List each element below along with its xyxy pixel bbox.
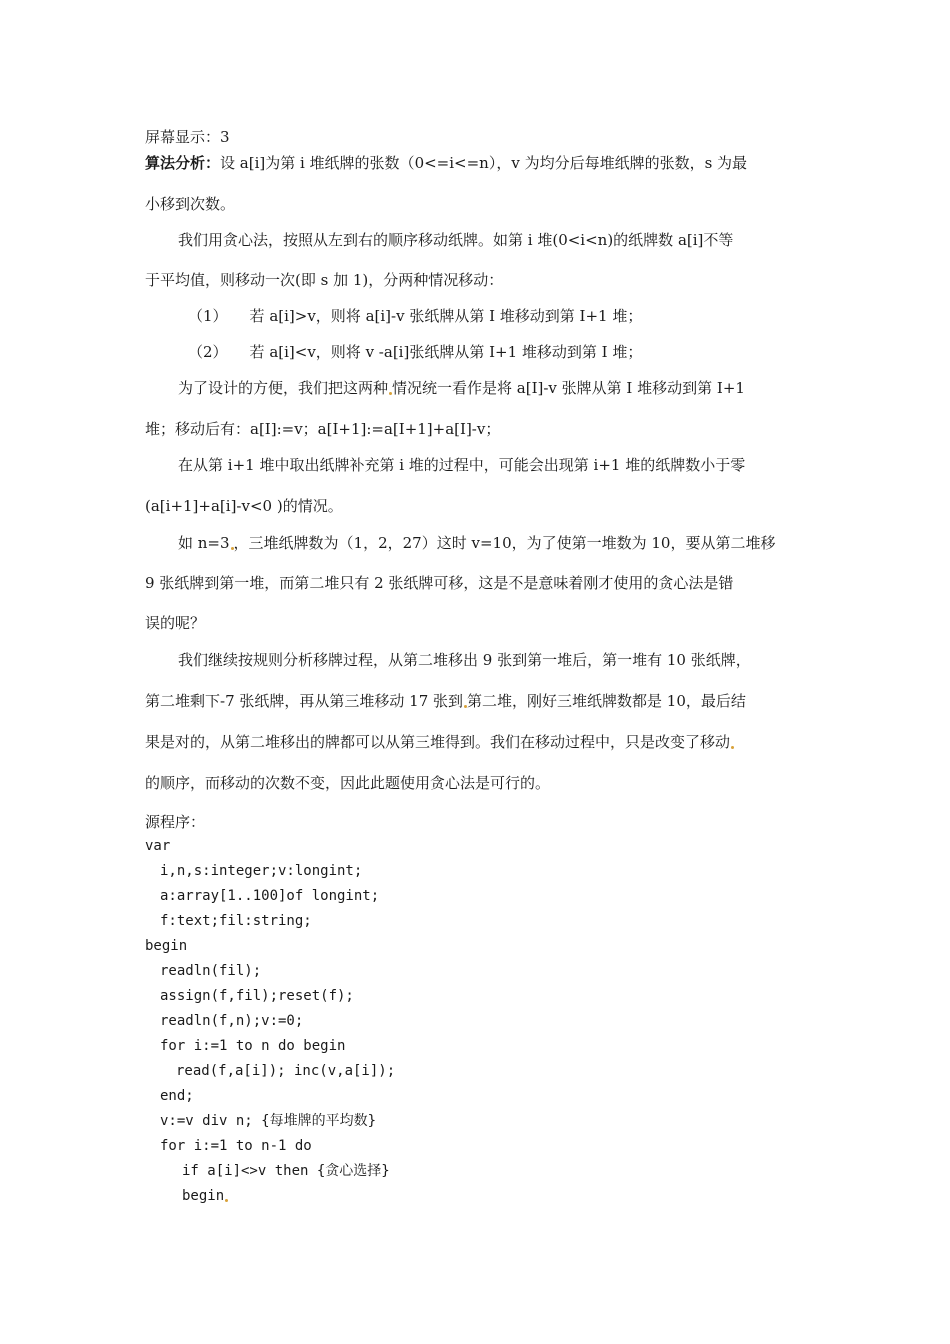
code-line: end; [160,1088,194,1104]
para4-line-1 [178,533,775,553]
code-line: assign(f,fil);reset(f); [160,988,354,1004]
para3-line-2: (a[i+1]+a[i]-v<0 )的情况。 [145,497,343,515]
analysis-text: 设 a[i]为第 i 堆纸牌的张数（0<=i<=n），v 为均分后每堆纸牌的张数，s 为最 [220,154,748,172]
case-item-2 [188,342,642,362]
para1-line-2: 于平均值，则移动一次(即 s 加 1)，分两种情况移动： [145,271,504,289]
para2-line-2: 堆；移动后有：a[I]:=v；a[I+1]:=a[I+1]+a[I]-v； [145,420,501,438]
code-line: v:=v div n; {每堆牌的平均数} [160,1113,377,1129]
para2-text-a: 为了设计的方便，我们把这两种 [178,379,389,397]
analysis-line-2: 小移到次数。 [145,195,236,213]
analysis-line-1 [145,153,747,173]
para5-line-4: 的顺序，而移动的次数不变，因此此题使用贪心法是可行的。 [145,774,551,792]
para4-text-b: ，三堆纸牌数为（1，2，27）这时 v=10，为了使第一堆数为 10，要从第二堆移 [233,534,776,552]
para1-line-1: 我们用贪心法，按照从左到右的顺序移动纸牌。如第 i 堆(0<i<n)的纸牌数 a[i]不等 [178,231,734,249]
annotation-mark [225,1199,228,1202]
code-line: readln(fil); [160,963,262,979]
code-line: if a[i]<>v then {贪心选择} [182,1163,390,1179]
code-line: for i:=1 to n-1 do [160,1138,312,1154]
para4-text-a: 如 n=3 [178,534,230,552]
code-line: readln(f,n);v:=0; [160,1013,304,1029]
code-line: for i:=1 to n do begin [160,1038,346,1054]
case-number: （2） [188,343,228,361]
para5-line-1: 我们继续按规则分析移牌过程，从第二堆移出 9 张到第一堆后，第一堆有 10 张纸牌， [178,651,751,669]
para5-text-b: 第二堆，刚好三堆纸牌数都是 10，最后结 [467,692,746,710]
code-line: f:text;fil:string; [160,913,312,929]
para2-line-1 [178,378,745,398]
case-item-1 [188,306,642,326]
code-line: i,n,s:integer;v:longint; [160,863,363,879]
code-text: begin [182,1188,225,1204]
case-text: 若 a[i]>v，则将 a[i]-v 张纸牌从第 I 堆移动到第 I+1 堆； [249,307,643,325]
code-line: read(f,a[i]); inc(v,a[i]); [176,1063,396,1079]
analysis-heading: 算法分析： [145,154,221,172]
para5-text-a: 第二堆剩下-7 张纸牌，再从第三堆移动 17 张到 [145,692,464,710]
case-text: 若 a[i]<v，则将 v -a[i]张纸牌从第 I+1 堆移动到第 I 堆； [249,343,643,361]
code-line: a:array[1..100]of longint; [160,888,380,904]
para5-text-c: 果是对的，从第二堆移出的牌都可以从第三堆得到。我们在移动过程中，只是改变了移动 [145,733,731,751]
screen-display-line: 屏幕显示：3 [145,128,230,146]
source-label: 源程序： [145,813,206,831]
code-line: begin [145,938,188,954]
para5-line-3 [145,732,734,752]
para4-line-3: 误的呢？ [145,614,206,632]
case-number: （1） [188,307,228,325]
para3-line-1: 在从第 i+1 堆中取出纸牌补充第 i 堆的过程中，可能会出现第 i+1 堆的纸牌数小于零 [178,456,746,474]
para4-line-2: 9 张纸牌到第一堆，而第二堆只有 2 张纸牌可移，这是不是意味着刚才使用的贪心法是错 [145,574,734,592]
annotation-mark [731,746,734,749]
para2-text-b: 情况统一看作是将 a[I]-v 张牌从第 I 堆移动到第 I+1 [392,379,745,397]
code-line: var [145,838,171,854]
para5-line-2 [145,691,746,711]
code-line [182,1186,228,1206]
